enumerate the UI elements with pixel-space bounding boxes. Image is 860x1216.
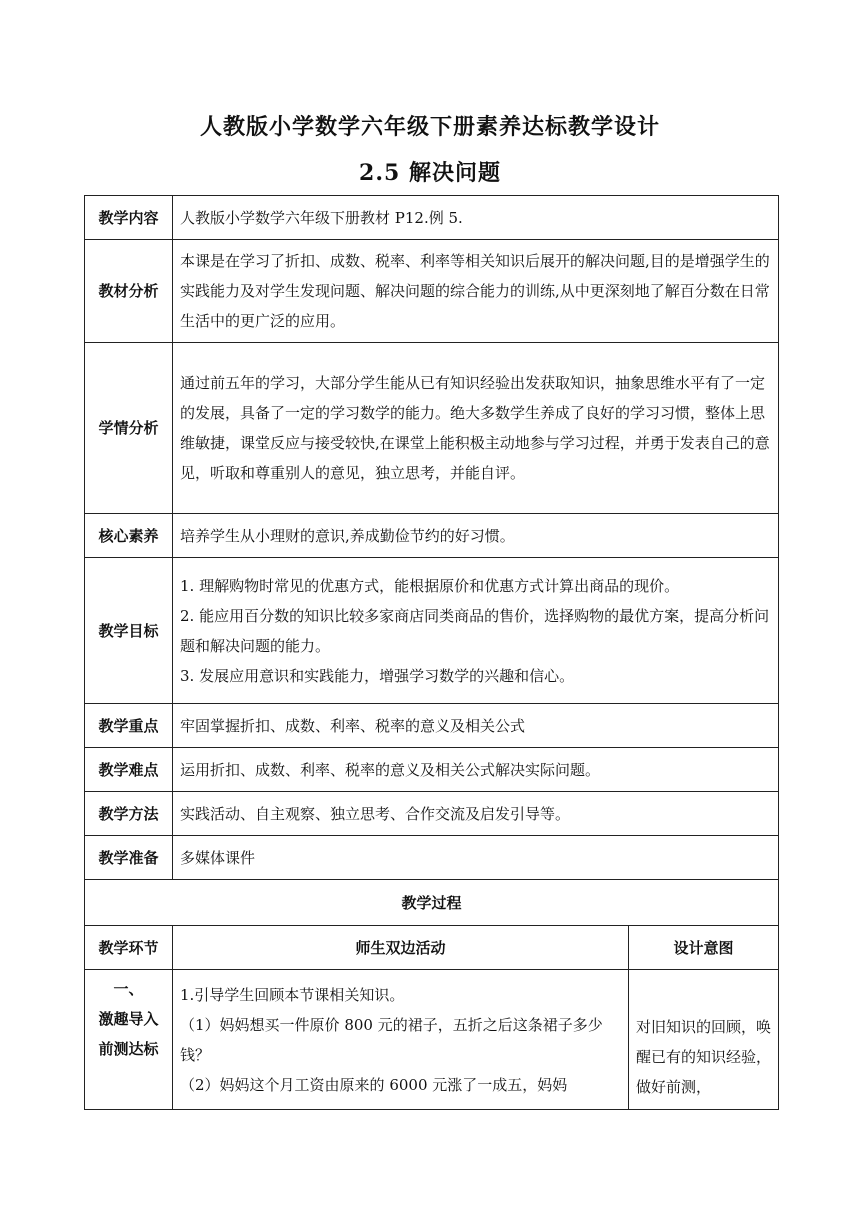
stage-name-line1: 激趣导入 [98, 1010, 159, 1028]
row-process-header [85, 880, 779, 926]
value-key: 牢固掌握折扣、成数、利率、税率的意义及相关公式 [173, 704, 779, 748]
goal-item: 3. 发展应用意识和实践能力，增强学习数学的兴趣和信心。 [180, 666, 575, 685]
row-prep [85, 836, 779, 880]
process-header: 教学过程 [85, 880, 779, 926]
row-literacy [85, 514, 779, 558]
value-literacy: 培养学生从小理财的意识,养成勤俭节约的好习惯。 [173, 514, 779, 558]
column-header-stage: 教学环节 [85, 926, 173, 970]
value-material: 本课是在学习了折扣、成数、税率、利率等相关知识后展开的解决问题,目的是增强学生的实践能力及对学生发现问题、解决问题的综合能力的训练,从中更深刻地了解百分数在日常生活中的更广泛的应用。 [173, 240, 779, 343]
label-students: 学情分析 [85, 343, 173, 514]
value-method: 实践活动、自主观察、独立思考、合作交流及启发引导等。 [173, 792, 779, 836]
row-stage-1 [85, 970, 779, 1110]
row-content [85, 196, 779, 240]
column-header-intent: 设计意图 [629, 926, 779, 970]
row-difficulty [85, 748, 779, 792]
label-difficulty: 教学难点 [85, 748, 173, 792]
row-process-columns [85, 926, 779, 970]
value-prep: 多媒体课件 [173, 836, 779, 880]
label-prep: 教学准备 [85, 836, 173, 880]
goal-item: 1. 理解购物时常见的优惠方式，能根据原价和优惠方式计算出商品的现价。 [180, 576, 680, 595]
stage-name-line2: 前测达标 [98, 1040, 159, 1058]
activity-item: （1）妈妈想买一件原价 800 元的裙子，五折之后这条裙子多少钱？ [180, 1015, 603, 1064]
value-difficulty: 运用折扣、成数、利率、税率的意义及相关公式解决实际问题。 [173, 748, 779, 792]
label-method: 教学方法 [85, 792, 173, 836]
lesson-plan-table [84, 195, 779, 1110]
activities-cell [173, 970, 629, 1110]
row-students [85, 343, 779, 514]
value-students: 通过前五年的学习，大部分学生能从已有知识经验出发获取知识，抽象思维水平有了一定的发展，具备了一定的学习数学的能力。绝大多数学生养成了良好的学习习惯，整体上思维敏捷，课堂反应与接受较快,在课堂上能积极主动地参与学习过程，并勇于发表自己的意见，听取和尊重别人的意见，独立思考，并能自评。 [173, 343, 779, 514]
lesson-subtitle: 2.5 解决问题 [359, 160, 501, 186]
value-content: 人教版小学数学六年级下册教材 P12.例 5. [173, 196, 779, 240]
goal-item: 2. 能应用百分数的知识比较多家商店同类商品的售价，选择购物的最优方案，提高分析问题和解决问题的能力。 [180, 606, 770, 655]
label-content: 教学内容 [85, 196, 173, 240]
label-literacy: 核心素养 [85, 514, 173, 558]
label-goals: 教学目标 [85, 558, 173, 704]
stage-number: 一、 [113, 980, 144, 998]
activity-item: （2）妈妈这个月工资由原来的 6000 元涨了一成五，妈妈 [180, 1075, 568, 1094]
activity-item: 1.引导学生回顾本节课相关知识。 [180, 985, 405, 1004]
stage-cell [85, 970, 173, 1110]
row-key [85, 704, 779, 748]
row-material [85, 240, 779, 343]
label-material: 教材分析 [85, 240, 173, 343]
value-goals [173, 558, 779, 704]
document-title: 人教版小学数学六年级下册素养达标教学设计 [199, 114, 660, 140]
column-header-activities: 师生双边活动 [173, 926, 629, 970]
row-method [85, 792, 779, 836]
row-goals [85, 558, 779, 704]
intent-cell: 对旧知识的回顾，唤醒已有的知识经验，做好前测， [629, 970, 779, 1110]
label-key: 教学重点 [85, 704, 173, 748]
